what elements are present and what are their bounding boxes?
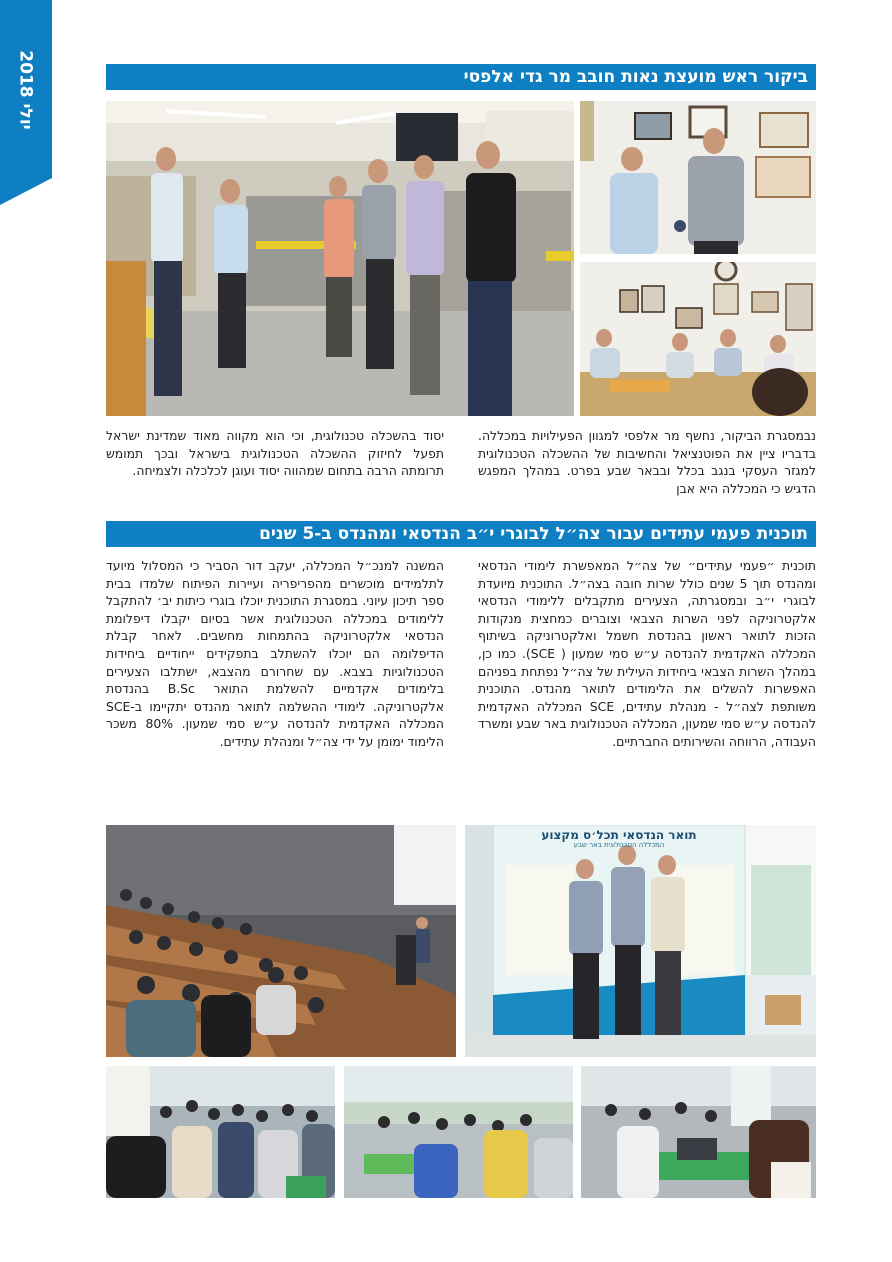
banner-group-photo [465,825,816,1057]
banner-heading: תואר הנדסאי תכל׳ס מקצוע [541,828,697,842]
lecture-hall-photo [106,825,456,1057]
lab-group-photo [106,101,574,416]
handshake-photo [580,101,816,254]
crowd-photo-right [581,1066,816,1198]
crowd-photo-left [106,1066,335,1198]
section-title-program: תוכנית פעמי עתידים עבור צה״ל לבוגרי י״ב הנדסאי ומהנדס ב-5 שנים [106,521,816,547]
meeting-room-photo [580,262,816,416]
program-text-left-column: המשנה למנכ״ל המכללה, יעקב דור הסביר כי המסלול מיועד לתלמידים מוכשרים מהפריפריה ועיירות הפיתוח שלמדו בבית ספר תיכון עיוני. במסגרת התוכנית יוכלו בוגרי כיתות יב׳ להתקבל ללימודים במכללה הטכנולוגית אשר בסיום יקבלו דיפלומת הנדסאי אלקטרוניקה בהתמחות מחשבים. לאחר קבלת הדיפלומה הם יוכלו להשתלב בתפקידים ייחודיים ביחידות הטכנולוגיות בצבא. עם שחרורם מהצבא, ישתלבו הצעירים בלימודים אקדמיים להשלמת התואר B.Sc בהנדסת אלקטרוניקה. לימודי ההשלמה לתואר מהנדס יתקיימו ב-SCE המכללה האקדמית להנדסה ע״ש סמי שמעון. 80% משכר הלימוד ימומן על ידי צה״ל ומנהלת עתידים. [106,558,444,749]
program-text-right-column: תוכנית ״פעמי עתידים״ של צה״ל המאפשרת לימודי הנדסאי ומהנדס תוך 5 שנים כולל שרות חובה בצה״ל. התוכנית מיועדת לבוגרי י״ב ובמסגרתה, הצעירים מתקבלים ללימודי הנדסאי אלקטרוניקה לפני השרות הצבאי וצוברים כמחצית מנקודות הזכות לתואר ראשון בהנדסת חשמל ואלקטרוניקה בשיתוף המכללה האקדמית להנדסה ע״ש סמי שמעון ( SCE). כמו כן, במהלך השרות הצבאי ביחידות העילית של צה״ל נפתחת בפניהם האפשרות להשלים את הלימודים לתואר מהנדס. התוכנית משותפת לצה״ל - מנהלת עתידים, SCE המכללה האקדמית להנדסה ע״ש סמי שמעון, המכללה הטכנולוגית באר שבע ומשרד העבודה, הרווחה והשירותים החברתיים. [478,558,816,749]
issue-date: יולי 2018 [16,50,37,130]
section-title-visit: ביקור ראש מועצת נאות חובב מר גדי אלפסי [106,64,816,90]
banner-subheading: המכללה הטכנולוגית באר שבע [573,841,665,849]
visit-text-right-column: נבמסגרת הביקור, נחשף מר אלפסי למגוון הפעילויות במכללה. בדבריו ציין את הפוטנציאל והחשיבות של ההשכלה הטכנולוגית למגזר העסקי בנגב בכלל ובבאר שבע בפרט. במהלך המפגש הדגיש כי המכללה היא אבן [478,428,816,496]
crowd-photo-middle [344,1066,573,1198]
visit-text-left-column: יסוד בהשכלה טכנולוגית, וכי הוא מקווה מאוד שמדינת ישראל תפעל לחיזוק ההשכלה הטכנולוגית בישראל ובכך תמומש תרומתה הרבה בתחום שמהווה יסוד ועוגן לכלכלה ולצמיחה. [106,428,444,479]
